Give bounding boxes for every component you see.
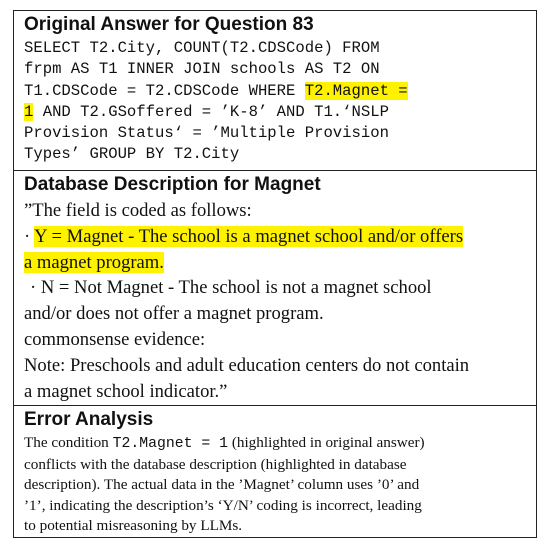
error-line-1-post: (highlighted in original answer) [228,434,425,451]
sql-line-3 [14,81,536,102]
original-answer-heading: Original Answer for Question 83 [24,14,314,35]
error-line-1-pre: The condition [24,434,113,451]
description-highlight-b: a magnet program. [24,251,164,273]
database-description-section [14,170,536,405]
commonsense-evidence-label: commonsense evidence: [24,328,206,350]
description-bullet-y-cont [24,250,526,276]
error-line-3: description). The actual data in the ’Magnet’ column uses ’0’ and [24,476,420,493]
error-line-5: to potential misreasoning by LLMs. [24,517,243,534]
description-intro: ”The field is coded as follows: [24,200,252,221]
description-bullet-n-cont: and/or does not offer a magnet program. [24,303,324,325]
description-highlight-a: Y = Magnet - The school is a magnet school and/or offers [34,225,464,247]
error-line-2: conflicts with the database description (highlighted in database [24,455,407,473]
error-line-4: ’1’, indicating the description’s ‘Y/N’ coding is incorrect, leading [24,496,422,514]
description-bullet-n: · N = Not Magnet - The school is not a magnet school [30,277,432,299]
database-description-heading: Database Description for Magnet [24,174,321,195]
sql-line-5: Provision Status‘ = ’Multiple Provision [24,124,389,143]
description-note-cont: a magnet school indicator.” [24,380,228,402]
sql-line-1: SELECT T2.City, COUNT(T2.CDSCode) FROM [24,39,380,57]
error-analysis-section [14,405,536,539]
description-note: Note: Preschools and adult education centers do not contain [24,354,470,376]
sql-line-4 [14,102,536,123]
sql-line-2: frpm AS T1 INNER JOIN schools AS T2 ON [24,60,380,79]
bullet-mark: · [24,225,35,247]
error-analysis-body [14,433,536,537]
sql-line-3-text: T1.CDSCode = T2.CDSCode WHERE [24,81,305,100]
error-analysis-heading: Error Analysis [24,409,154,430]
description-bullet-y [24,224,526,250]
description-body [14,198,536,404]
comparison-frame [13,10,537,538]
error-line-1 [24,433,526,455]
error-inline-code: T2.Magnet = 1 [112,436,229,452]
sql-line-4-text: AND T2.GSoffered = ’K-8’ AND T1.‘NSLP [33,102,389,121]
sql-highlight-value: 1 [24,102,34,121]
sql-highlight-magnet: T2.Magnet = [304,81,408,100]
original-answer-section [14,11,536,170]
sql-line-6: Types’ GROUP BY T2.City [24,145,240,164]
